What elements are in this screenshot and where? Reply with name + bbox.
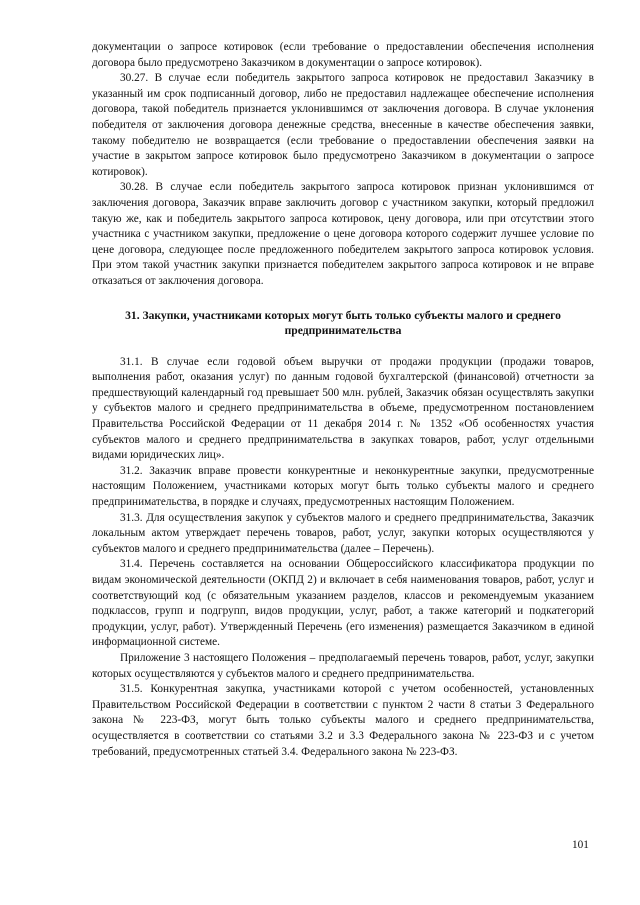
paragraph: 31.2. Заказчик вправе провести конкурентные и неконкурентные закупки, предусмотренные настоящим Положением, участниками которых могут быть только субъекты малого и среднего предпринимательства, в порядке и случаях, предусмотренных настоящим Положением. (92, 464, 594, 509)
page-number: 101 (572, 839, 589, 851)
paragraph: 30.27. В случае если победитель закрытого запроса котировок не предоставил Заказчику в указанный им срок подписанный договор, либо не предоставил надлежащее обеспечение исполнения договора, такой победитель признается уклонившимся от заключения договора. В случае уклонения победителя от заключения договора денежные средства, внесенные в качестве обеспечения заявки, такому победителю не возвращается (если требование о предоставлении обеспечения заявки на участие в закрытом запросе котировок было предусмотрено Заказчиком в документации о запросе котировок). (92, 72, 594, 178)
paragraphs-bottom (92, 355, 594, 760)
paragraph: Приложение 3 настоящего Положения – предполагаемый перечень товаров, работ, услуг, закупки которых осуществляются у субъектов малого и среднего предпринимательства. (92, 651, 594, 680)
paragraph: 31.4. Перечень составляется на основании Общероссийского классификатора продукции по видам экономической деятельности (ОКПД 2) и включает в себя наименования товаров, работ, услуг и соответствующий код (с обязательным указанием разделов, классов и рекомендуемым указанием подклассов, групп и подгрупп, видов продукции, услуг, работ, а также категорий и подкатегорий продукции, услуг, работ). Утвержденный Перечень (его изменения) размещается Заказчиком в единой информационной системе. (92, 558, 594, 649)
paragraphs-top (92, 40, 594, 290)
page-content (92, 40, 594, 760)
section-heading: 31. Закупки, участниками которых могут быть только субъекты малого и среднего предпринимательства (125, 308, 561, 338)
paragraph: 31.3. Для осуществления закупок у субъектов малого и среднего предпринимательства, Заказчик локальным актом утверждает перечень товаров, работ, услуг, закупки которых осуществляются у субъектов малого и среднего предпринимательства (далее – Перечень). (92, 511, 594, 555)
paragraph: 31.5. Конкурентная закупка, участниками которой с учетом особенностей, установленных Правительством Российской Федерации в соответствии с пунктом 2 части 8 статьи 3 Федерального закона № 223-ФЗ, могут быть только субъекты малого и среднего предпринимательства, осуществляется в соответствии со статьями 3.2 и 3.3 Федерального закона № 223-ФЗ и с учетом требований, предусмотренных статьей 3.4. Федерального закона № 223-ФЗ. (92, 683, 594, 758)
paragraph: 31.1. В случае если годовой объем выручки от продажи продукции (продажи товаров, выполнения работ, оказания услуг) по данным годовой бухгалтерской (финансовой) отчетности за предшествующий календарный год превышает 500 млн. рублей, Заказчик обязан осуществлять закупки у субъектов малого и среднего предпринимательства в объеме, предусмотренном постановлением Правительства Российской Федерации от 11 декабря 2014 г. № 1352 «Об особенностях участия субъектов малого и среднего предпринимательства в закупках товаров, работ, услуг отдельными видами юридических лиц». (92, 355, 594, 462)
paragraph: документации о запросе котировок (если требование о предоставлении обеспечения исполнения договора было предусмотрено Заказчиком в документации о запросе котировок). (92, 41, 594, 69)
paragraph: 30.28. В случае если победитель закрытого запроса котировок признан уклонившимся от заключения договора, Заказчик вправе заключить договор с участником закупки, который предложил такую же, как и победитель закрытого запроса котировок, цену договора, или при отсутствии этого участника с участником закупки, предложение о цене договора которого содержит лучшее условие по цене договора, следующее после предложенного победителем закрытого запроса котировок условия. При этом такой участник закупки признается победителем закрытого запроса котировок и не вправе отказаться от заключения договора. (92, 181, 594, 287)
